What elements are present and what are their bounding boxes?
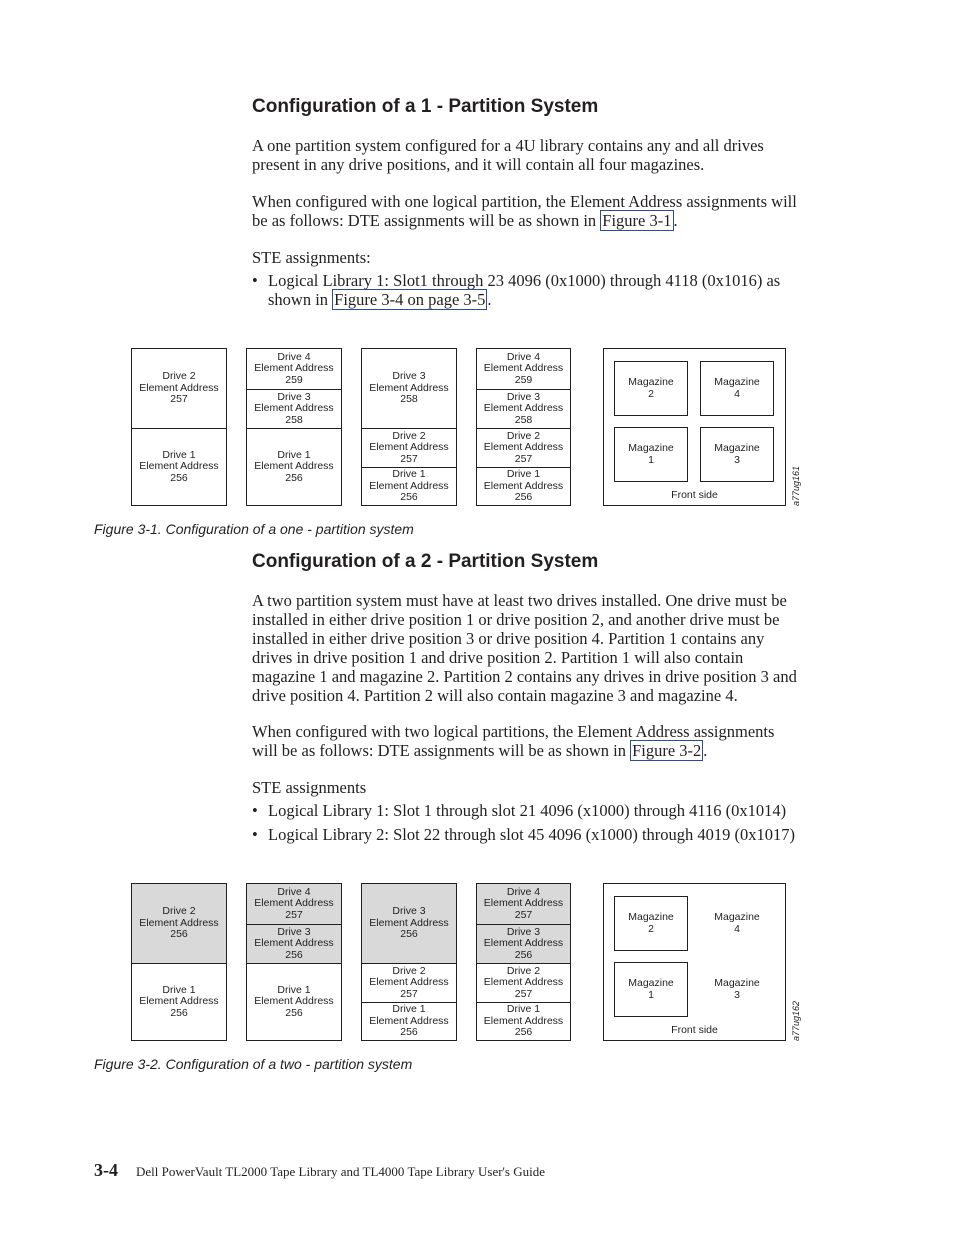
ste-label-2: STE assignments bbox=[252, 778, 367, 797]
text-line: magazine 1 and magazine 2. Partition 2 contains any drives in drive position 3 and bbox=[252, 667, 797, 686]
drive-column-3 bbox=[361, 883, 457, 1041]
drive-column-3 bbox=[361, 348, 457, 506]
drive-column-4 bbox=[476, 348, 571, 506]
figure-3-1-link[interactable]: Figure 3-1 bbox=[602, 211, 672, 230]
magazine-3: Magazine 3 bbox=[700, 962, 774, 1017]
drive-cell: Drive 2 Element Address 257 bbox=[139, 370, 219, 406]
figure-code: a77ug162 bbox=[791, 1000, 801, 1041]
magazine-3: Magazine 3 bbox=[700, 427, 774, 482]
magazine-1: Magazine 1 bbox=[614, 962, 688, 1017]
drive-cell: Drive 4 Element Address 259 bbox=[254, 350, 334, 386]
drive-cell: Drive 3 Element Address 258 bbox=[247, 389, 341, 428]
magazine-1: Magazine 1 bbox=[614, 427, 688, 482]
drive-cell: Drive 1 Element Address 256 bbox=[477, 467, 570, 505]
page-number: 3-4 bbox=[94, 1160, 118, 1180]
magazine-2: Magazine 2 bbox=[614, 896, 688, 951]
drive-cell: Drive 1 Element Address 256 bbox=[362, 1002, 456, 1040]
drive-column-1 bbox=[131, 883, 227, 1041]
drive-cell: Drive 4 Element Address 257 bbox=[477, 884, 570, 924]
drive-cell: Drive 3 Element Address 256 bbox=[362, 884, 456, 963]
drive-cell: Drive 1 Element Address 256 bbox=[362, 467, 456, 505]
text-line: drive position 4. Partition 2 will also contain magazine 3 and magazine 4. bbox=[252, 686, 738, 705]
drive-cell: Drive 1 Element Address 256 bbox=[132, 428, 226, 505]
drive-cell: Drive 3 Element Address 258 bbox=[369, 370, 449, 406]
drive-cell: Drive 2 Element Address 257 bbox=[477, 428, 570, 467]
paragraph-two-partition-dte bbox=[252, 722, 774, 760]
drive-cell: Drive 1 Element Address 256 bbox=[247, 428, 341, 505]
drive-cell: Drive 2 Element Address 257 bbox=[477, 963, 570, 1002]
text-line: present in any drive positions, and it will contain all four magazines. bbox=[252, 155, 705, 174]
magazine-4: Magazine 4 bbox=[700, 896, 774, 951]
text-line: installed in either drive position 1 or drive position 2, and another drive must be bbox=[252, 610, 780, 629]
bullet-icon: • bbox=[252, 801, 258, 820]
drive-column-2 bbox=[246, 883, 342, 1041]
bullet-text-line: Logical Library 1: Slot 1 through slot 21 4096 (x1000) through 4116 (0x1014) bbox=[268, 801, 787, 820]
magazine-4: Magazine 4 bbox=[700, 361, 774, 416]
text-line: When configured with two logical partitions, the Element Address assignments bbox=[252, 722, 775, 741]
text-line: will be as follows: DTE assignments will be as shown in Figure 3-2 . bbox=[252, 741, 708, 760]
bullet-text-line: shown in Figure 3-4 on page 3-5 . bbox=[268, 290, 492, 309]
bullet-icon: • bbox=[252, 825, 258, 844]
text-line: installed in either drive position 3 or drive position 4. Partition 1 contains any bbox=[252, 629, 765, 648]
drive-cell: Drive 1 Element Address 256 bbox=[247, 963, 341, 1040]
bullet-text-line: Logical Library 1: Slot1 through 23 4096 (0x1000) through 4118 (0x1016) as bbox=[268, 271, 781, 290]
magazine-panel bbox=[603, 348, 786, 506]
bullet-text-line: Logical Library 2: Slot 22 through slot 45 4096 (x1000) through 4019 (0x1017) bbox=[268, 825, 796, 844]
magazine-panel bbox=[603, 883, 786, 1041]
drive-column-2 bbox=[246, 348, 342, 506]
front-side-label: Front side bbox=[671, 1024, 718, 1036]
drive-cell: Drive 4 Element Address 259 bbox=[483, 350, 564, 386]
section-heading-2-partition: Configuration of a 2 - Partition System bbox=[252, 551, 599, 572]
drive-cell: Drive 3 Element Address 256 bbox=[477, 924, 570, 963]
paragraph-one-partition-dte bbox=[252, 192, 797, 230]
drive-column-1 bbox=[131, 348, 227, 506]
drive-cell: Drive 1 Element Address 256 bbox=[477, 1002, 570, 1040]
drive-cell: Drive 3 Element Address 256 bbox=[247, 924, 341, 963]
text-line: A two partition system must have at least two drives installed. One drive must be bbox=[252, 591, 787, 610]
bullet-icon: • bbox=[252, 271, 258, 290]
document-title: Dell PowerVault TL2000 Tape Library and TL4000 Tape Library User's Guide bbox=[136, 1164, 545, 1179]
figure-3-4-link[interactable]: Figure 3-4 on page 3-5 bbox=[334, 290, 486, 309]
drive-cell: Drive 2 Element Address 257 bbox=[362, 428, 456, 467]
section-heading-1-partition: Configuration of a 1 - Partition System bbox=[252, 96, 599, 117]
figure-3-1-caption: Figure 3-1. Configuration of a one - partition system bbox=[94, 521, 414, 537]
text-line: When configured with one logical partition, the Element Address assignments will bbox=[252, 192, 797, 211]
ste-label-1: STE assignments: bbox=[252, 248, 371, 267]
drive-cell: Drive 2 Element Address 256 bbox=[132, 884, 226, 963]
drive-cell: Drive 4 Element Address 257 bbox=[247, 884, 341, 924]
paragraph-two-partition-intro bbox=[252, 591, 797, 705]
front-side-label: Front side bbox=[671, 489, 718, 501]
figure-3-2-caption: Figure 3-2. Configuration of a two - partition system bbox=[94, 1056, 413, 1072]
drive-cell: Drive 3 Element Address 258 bbox=[477, 389, 570, 428]
page-footer bbox=[94, 1160, 545, 1181]
text-line: drives in drive position 1 and drive position 2. Partition 1 will also contain bbox=[252, 648, 744, 667]
drive-cell: Drive 2 Element Address 257 bbox=[362, 963, 456, 1002]
text-line: be as follows: DTE assignments will be as shown in Figure 3-1 . bbox=[252, 211, 678, 230]
text-line: A one partition system configured for a 4U library contains any and all drives bbox=[252, 136, 764, 155]
figure-3-2-link[interactable]: Figure 3-2 bbox=[632, 741, 702, 760]
drive-cell: Drive 1 Element Address 256 bbox=[132, 963, 226, 1040]
magazine-2: Magazine 2 bbox=[614, 361, 688, 416]
drive-column-4 bbox=[476, 883, 571, 1041]
paragraph-one-partition-intro bbox=[252, 136, 764, 174]
figure-code: a77ug161 bbox=[791, 465, 801, 506]
